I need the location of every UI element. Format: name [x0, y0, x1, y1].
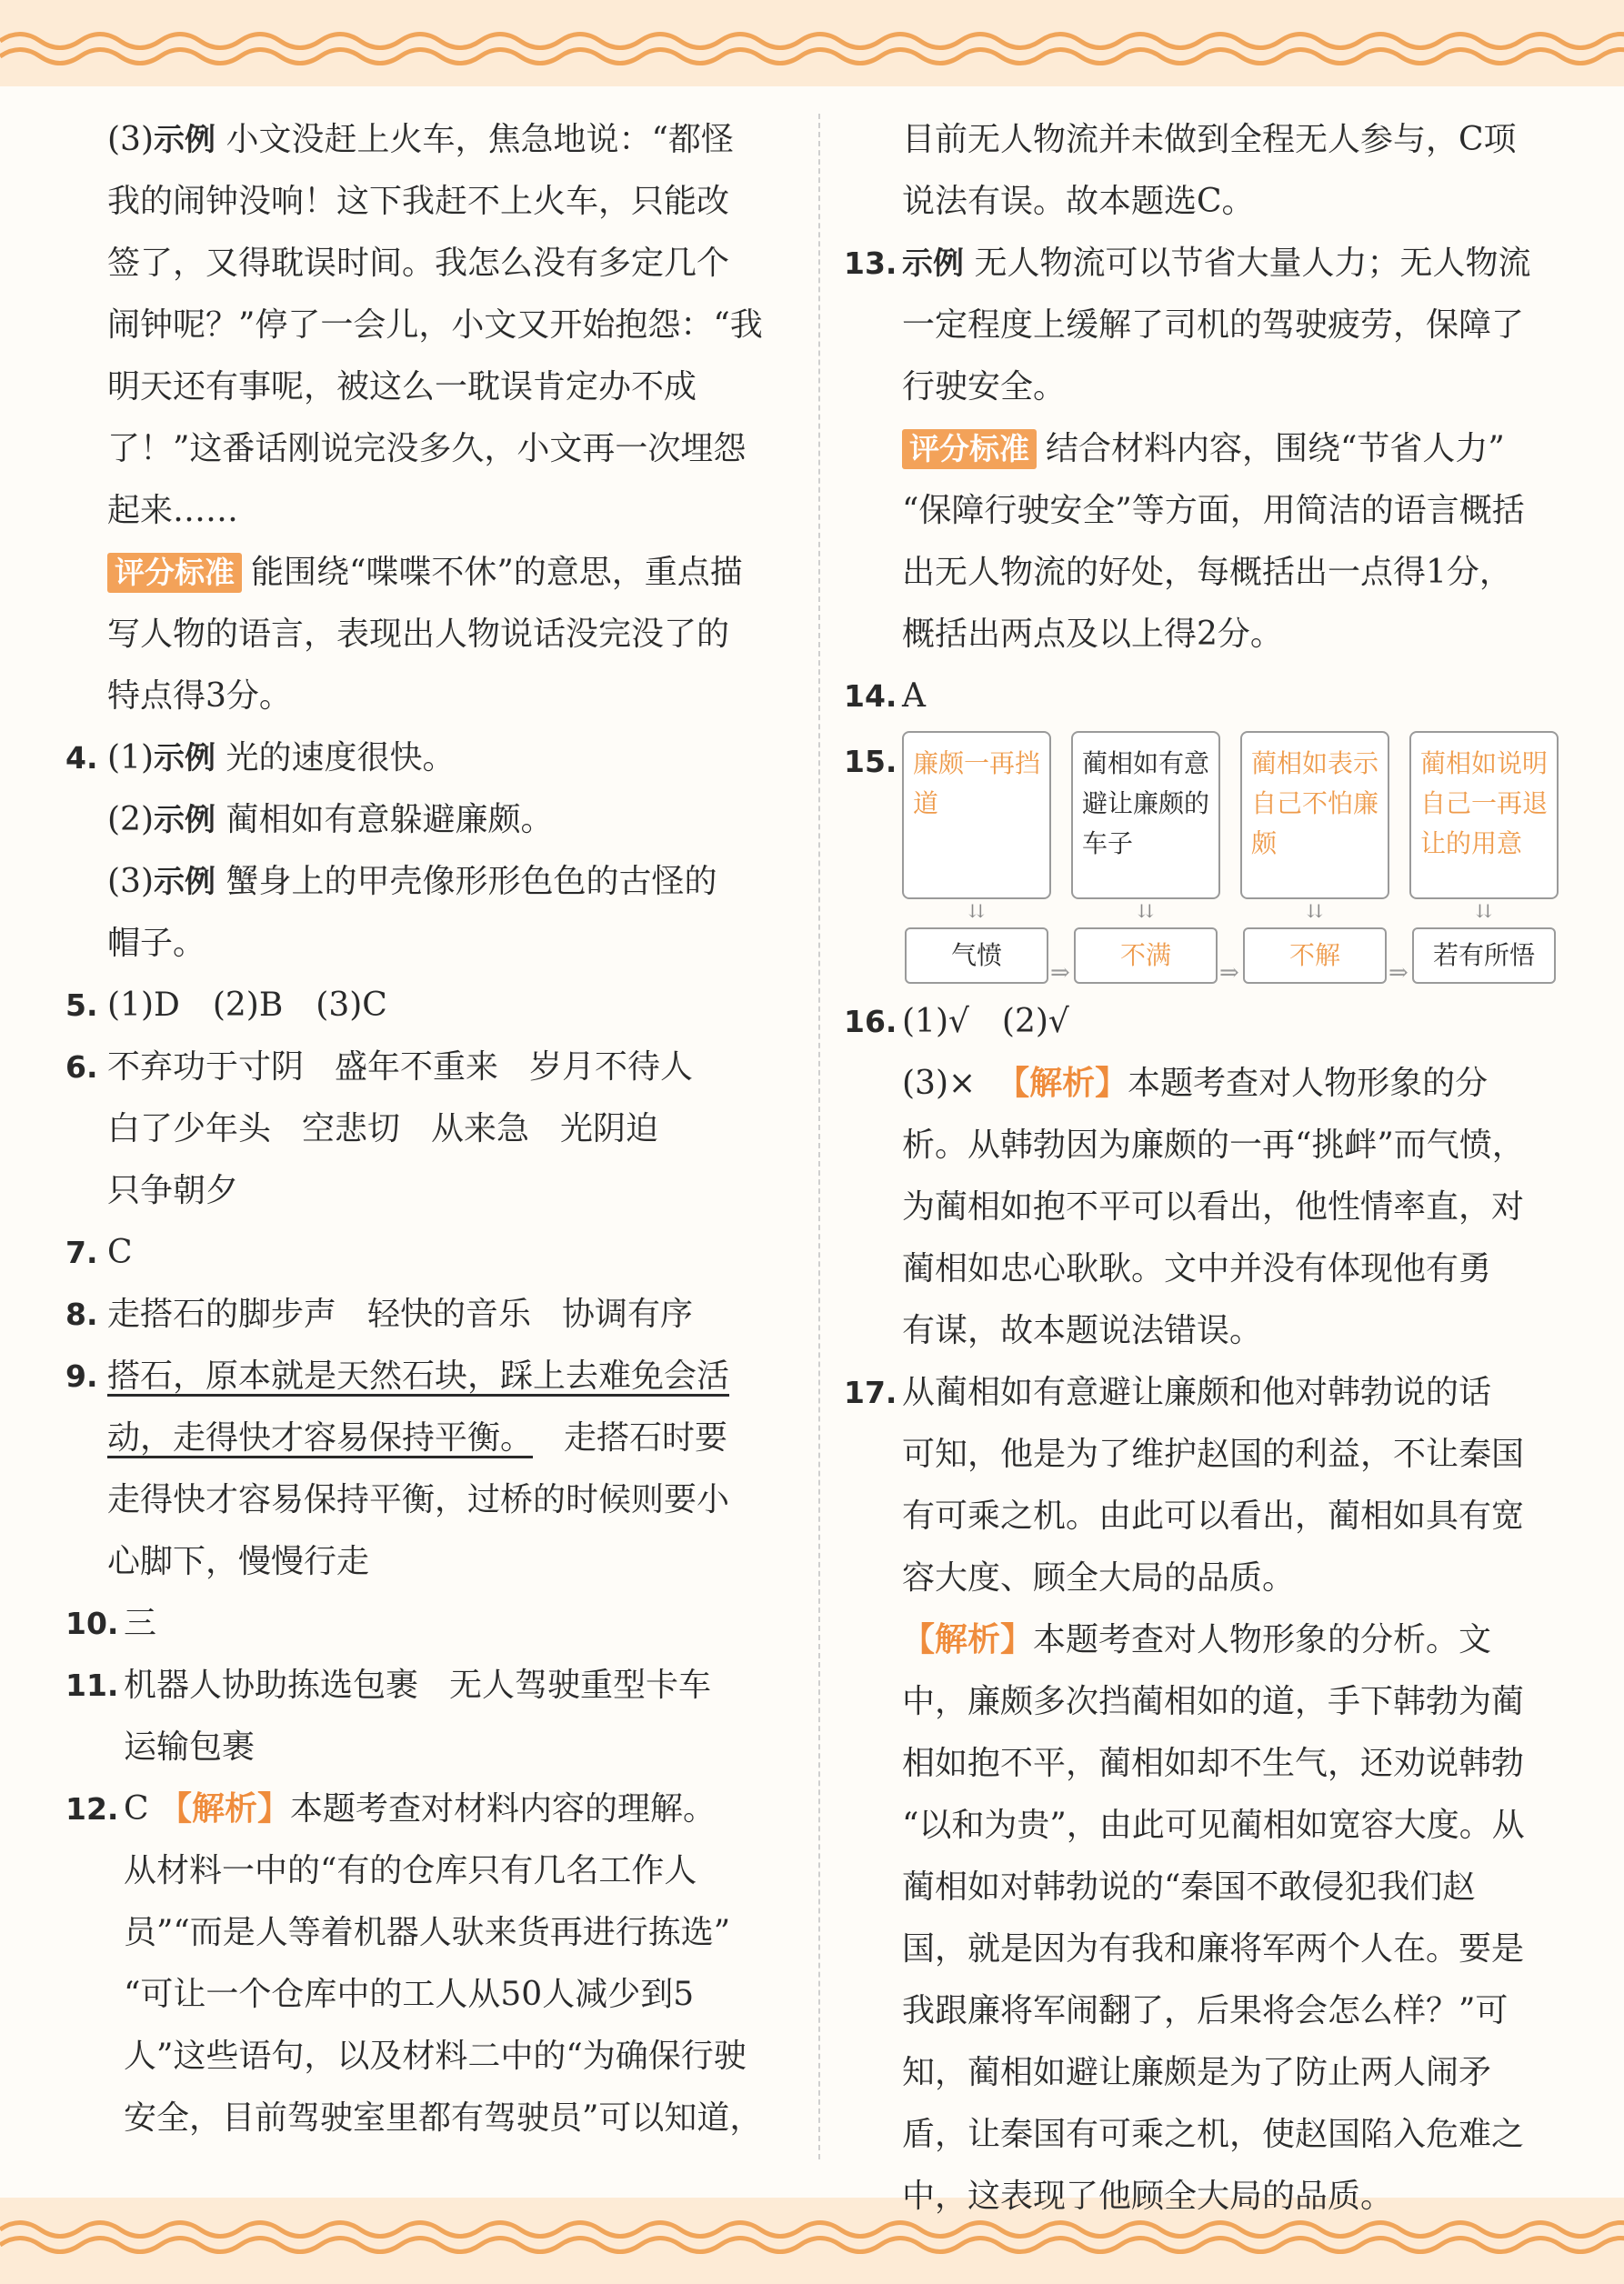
answer-text: 可知，他是为了维护赵国的利益，不让秦国	[902, 1436, 1525, 1473]
answer-phrase: 只争朝夕	[107, 1172, 239, 1209]
event-emotion-diagram	[902, 731, 1571, 986]
criteria-text: 能围绕“喋喋不休”的意思，重点描	[251, 554, 743, 591]
answer-text: 小文没赶上火车，焦急地说：“都怪	[226, 121, 734, 158]
answer-phrase: 从来急	[431, 1110, 530, 1147]
answer-phrase: 协调有序	[562, 1296, 694, 1333]
answer-text: 了！”这番话刚说完没多久，小文再一次埋怨	[107, 430, 747, 467]
analysis-text: 盾，让秦国有可乘之机，使赵国陷入危难之	[902, 2116, 1525, 2153]
question-number: 13.	[844, 245, 897, 281]
question-number: 12.	[65, 1791, 119, 1827]
answer-text: 光的速度很快。	[226, 739, 456, 776]
answer-phrase: 无人驾驶重型卡车	[449, 1667, 712, 1704]
answer-text: (1)D (2)B (3)C	[107, 987, 387, 1024]
question-number: 6.	[65, 1049, 98, 1085]
emotion-box: 气愤	[905, 927, 1048, 984]
answer-text: 走搭石时要	[564, 1419, 728, 1457]
underlined-sentence: 动，走得快才容易保持平衡。	[107, 1419, 534, 1457]
right-arrow-icon: ⇒	[1050, 959, 1070, 987]
analysis-text: 国，就是因为有我和廉将军两个人在。要是	[902, 1930, 1525, 1968]
answer-phrase: 不弃功于寸阴	[107, 1048, 305, 1086]
event-box: 蔺相如有意避让廉颇的车子	[1071, 731, 1220, 899]
down-arrow-icon: ⇊	[1307, 900, 1323, 922]
answer-q17	[844, 1362, 1571, 2228]
answer-text: 走得快才容易保持平衡，过桥的时候则要小	[107, 1481, 730, 1518]
answer-text: (3)×	[902, 1065, 977, 1102]
analysis-text: 蔺相如忠心耿耿。文中并没有体现他有勇	[902, 1250, 1492, 1287]
answer-q5	[65, 975, 793, 1037]
answer-q4	[65, 727, 793, 975]
answer-phrase: 光阴迫	[560, 1110, 659, 1147]
event-box: 廉颇一再挡道	[902, 731, 1051, 899]
answer-q13	[844, 233, 1571, 666]
analysis-text: 相如抱不平，蔺相如却不生气，还劝说韩勃	[902, 1745, 1525, 1782]
analysis-label: 【解析】	[997, 1065, 1128, 1102]
down-arrow-icon: ⇊	[1138, 900, 1154, 922]
answer-q7	[65, 1222, 793, 1284]
answer-q8	[65, 1284, 793, 1346]
question-number: 10.	[65, 1606, 119, 1641]
answer-text: 从蔺相如有意避让廉颇和他对韩勃说的话	[902, 1374, 1492, 1411]
question-number: 8.	[65, 1297, 98, 1332]
analysis-label: 【解析】	[902, 1621, 1034, 1658]
answer-text: 三	[124, 1605, 157, 1642]
answer-q11	[65, 1655, 793, 1778]
answer-text: 明天还有事呢，被这么一耽误肯定办不成	[107, 368, 697, 406]
answer-text: 签了，又得耽误时间。我怎么没有多定几个	[107, 245, 730, 282]
answer-q10	[65, 1593, 793, 1655]
answer-phrase: 盛年不重来	[335, 1048, 499, 1086]
criteria-text: 概括出两点及以上得2分。	[902, 616, 1283, 653]
question-number: 7.	[65, 1235, 98, 1270]
answer-phrase: 机器人协助拣选包裹	[124, 1667, 419, 1704]
analysis-text: 析。从韩勃因为廉颇的一再“挑衅”而气愤，	[902, 1127, 1525, 1164]
answer-phrase: 走搭石的脚步声	[107, 1296, 337, 1333]
scoring-criteria-tag: 评分标准	[902, 429, 1037, 469]
example-label: 示例	[154, 122, 216, 158]
emotion-box: 不解	[1243, 927, 1387, 984]
analysis-text: “以和为贵”，由此可见蔺相如宽容大度。从	[902, 1807, 1525, 1844]
question-number: 4.	[65, 740, 98, 776]
question-number: 15.	[844, 744, 897, 779]
right-arrow-icon: ⇒	[1388, 959, 1408, 987]
answer-q15	[844, 731, 1571, 986]
criteria-text: 特点得3分。	[107, 677, 292, 715]
sub-label: (2)	[107, 801, 154, 838]
example-label: 示例	[902, 245, 964, 282]
answer-text: C	[107, 1234, 133, 1271]
answer-text: 蔺相如有意躲避廉颇。	[226, 801, 554, 838]
answer-q12	[65, 1778, 793, 2149]
left-column	[65, 109, 793, 2149]
answer-text: 无人物流可以节省大量人力；无人物流	[974, 245, 1531, 282]
answer-phrase: 轻快的音乐	[367, 1296, 532, 1333]
analysis-text: 知，蔺相如避让廉颇是为了防止两人闹矛	[902, 2054, 1492, 2091]
example-label: 示例	[154, 802, 216, 838]
analysis-text: 人”这些语句，以及材料二中的“为确保行驶	[124, 2038, 747, 2075]
event-box: 蔺相如说明自己一再退让的用意	[1409, 731, 1559, 899]
analysis-text: 为蔺相如抱不平可以看出，他性情率直，对	[902, 1188, 1525, 1226]
answer-phrase: 空悲切	[302, 1110, 401, 1147]
top-decorative-band	[0, 0, 1624, 86]
answer-text: 闹钟呢？”停了一会儿，小文又开始抱怨：“我	[107, 306, 763, 344]
criteria-text: 结合材料内容，围绕“节省人力”	[1046, 430, 1505, 467]
answer-text: 容大度、顾全大局的品质。	[902, 1559, 1296, 1597]
underlined-sentence: 搭石，原本就是天然石块，踩上去难免会活	[107, 1357, 730, 1395]
example-label: 示例	[154, 864, 216, 900]
criteria-text: “保障行驶安全”等方面，用简洁的语言概括	[902, 492, 1525, 529]
answer-text: 心脚下，慢慢行走	[107, 1543, 370, 1580]
analysis-text: 本题考查对材料内容的理解。	[290, 1790, 717, 1828]
answer-text: 有可乘之机。由此可以看出，蔺相如具有宽	[902, 1498, 1525, 1535]
example-label: 示例	[154, 740, 216, 776]
analysis-text: 蔺相如对韩勃说的“秦国不敢侵犯我们赵	[902, 1868, 1476, 1906]
answer-q6	[65, 1037, 793, 1222]
analysis-text: 中，廉颇多次挡蔺相如的道，手下韩勃为蔺	[902, 1683, 1525, 1720]
right-arrow-icon: ⇒	[1219, 959, 1239, 987]
answer-phrase: 岁月不待人	[529, 1048, 694, 1086]
answer-q12-continued	[844, 109, 1571, 233]
question-number: 14.	[844, 678, 897, 714]
emotion-box: 不满	[1074, 927, 1218, 984]
answer-text: 起来……	[107, 492, 239, 529]
answer-phrase: 白了少年头	[107, 1110, 272, 1147]
analysis-text: 目前无人物流并未做到全程无人参与，C项	[902, 121, 1517, 158]
event-box: 蔺相如表示自己不怕廉颇	[1240, 731, 1389, 899]
answer-text: C	[124, 1790, 149, 1828]
analysis-text: 有谋，故本题说法错误。	[902, 1312, 1263, 1349]
sub-label: (3)	[107, 121, 154, 158]
answer-q3-part3	[65, 109, 793, 727]
right-column	[844, 109, 1571, 2228]
answer-phrase: 运输包裹	[124, 1728, 256, 1766]
answer-text: 一定程度上缓解了司机的驾驶疲劳，保障了	[902, 306, 1525, 344]
answer-text: A	[902, 677, 926, 715]
question-number: 16.	[844, 1004, 897, 1039]
answer-text: 帽子。	[107, 925, 206, 962]
down-arrow-icon: ⇊	[968, 900, 985, 922]
sub-label: (3)	[107, 863, 154, 900]
answer-text: 我的闹钟没响！这下我赶不上火车，只能改	[107, 183, 730, 220]
analysis-text: 说法有误。故本题选C。	[902, 183, 1255, 220]
analysis-text: 本题考查对人物形象的分	[1128, 1065, 1489, 1102]
wavy-border-top	[0, 0, 1624, 86]
criteria-text: 写人物的语言，表现出人物说话没完没了的	[107, 616, 730, 653]
criteria-text: 出无人物流的好处，每概括出一点得1分，	[902, 554, 1512, 591]
column-divider	[818, 114, 820, 2159]
answer-text: 行驶安全。	[902, 368, 1067, 406]
sub-label: (1)	[107, 739, 154, 776]
question-number: 5.	[65, 987, 98, 1023]
question-number: 11.	[65, 1668, 119, 1703]
analysis-text: 员”“而是人等着机器人驮来货再进行拣选”	[124, 1914, 731, 1951]
emotion-box: 若有所悟	[1412, 927, 1556, 984]
analysis-label: 【解析】	[159, 1790, 291, 1828]
answer-q9	[65, 1346, 793, 1593]
question-number: 9.	[65, 1358, 98, 1394]
answer-q14	[844, 666, 1571, 727]
question-number: 17.	[844, 1375, 897, 1410]
analysis-text: 从材料一中的“有的仓库只有几名工作人	[124, 1852, 697, 1889]
analysis-text: 中，这表现了他顾全大局的品质。	[902, 2178, 1394, 2215]
scoring-criteria-tag: 评分标准	[107, 553, 242, 593]
analysis-text: 本题考查对人物形象的分析。文	[1033, 1621, 1492, 1658]
analysis-text: 我跟廉将军闹翻了，后果将会怎么样？”可	[902, 1992, 1509, 2029]
answer-text: 蟹身上的甲壳像形形色色的古怪的	[226, 863, 717, 900]
analysis-text: “可让一个仓库中的工人从50人减少到5	[124, 1976, 695, 2013]
answer-q16	[844, 991, 1571, 1362]
analysis-text: 安全，目前驾驶室里都有驾驶员”可以知道，	[124, 2099, 763, 2137]
answer-text: (1)√ (2)√	[902, 1003, 1069, 1040]
down-arrow-icon: ⇊	[1476, 900, 1492, 922]
